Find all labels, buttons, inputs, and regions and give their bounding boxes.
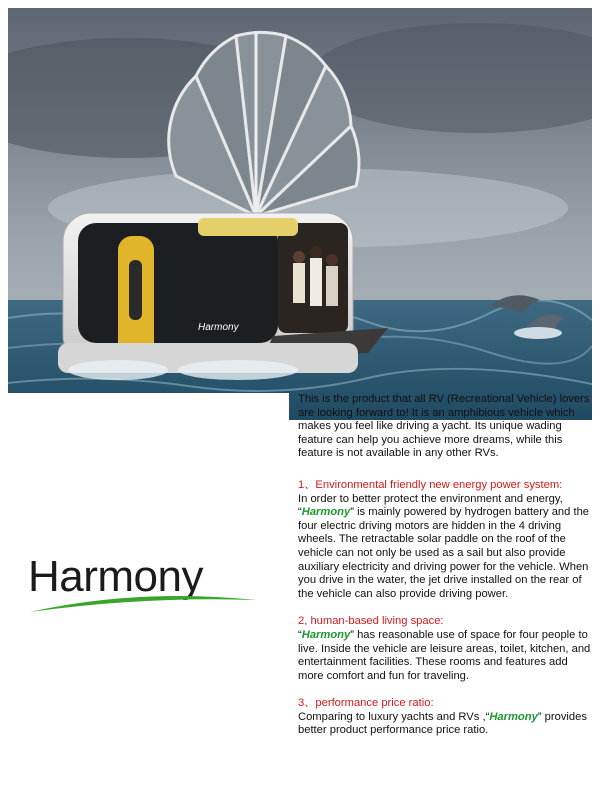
hero-image	[8, 8, 592, 420]
intro-paragraph: This is the product that all RV (Recreational Vehicle) lovers are looking forward to! It is an amphibious vehicle which makes you feel like driving a yacht. Its unique wading feature can help you achieve more dreams, while this feature is not available in any other RVs.	[298, 393, 590, 460]
section-1-title: 1、Environmental friendly new energy power system:	[298, 478, 563, 491]
section-3	[298, 697, 594, 738]
brand-name: Harmony	[301, 628, 351, 641]
section-1	[298, 479, 594, 601]
vehicle-badge: Harmony	[198, 322, 239, 333]
section-3-body: Comparing to luxury yachts and RVs ,“Harmony” provides better product performance price ratio.	[298, 710, 587, 737]
harmony-logo	[28, 552, 258, 612]
brand-name: Harmony	[489, 710, 538, 723]
section-1-body: In order to better protect the environment and energy, “Harmony” is mainly powered by hydrogen battery and the four electric driving motors are hidden in the 4 driving wheels. The retractable solar paddle on the roof of the vehicle can not only be used as a sail but also provide auxiliary electricity and driving power for the vehicle. When you drive in the water, the jet drive installed on the rear of the vehicle can also provide driving power.	[298, 492, 590, 600]
brand-name: Harmony	[301, 506, 351, 519]
section-3-title: 3、performance price ratio:	[298, 697, 434, 710]
section-2-title: 2, human-based living space:	[298, 615, 444, 628]
logo-swoosh-icon	[28, 590, 258, 616]
section-2-body: “Harmony” has reasonable use of space for four people to live. Inside the vehicle are leisure areas, toilet, kitchen, and entertainment facilities. These rooms and features add more comfort and fun for traveling.	[298, 628, 591, 682]
section-2	[298, 615, 594, 683]
description-text	[298, 393, 594, 752]
logo-text: Harmony	[28, 552, 203, 601]
